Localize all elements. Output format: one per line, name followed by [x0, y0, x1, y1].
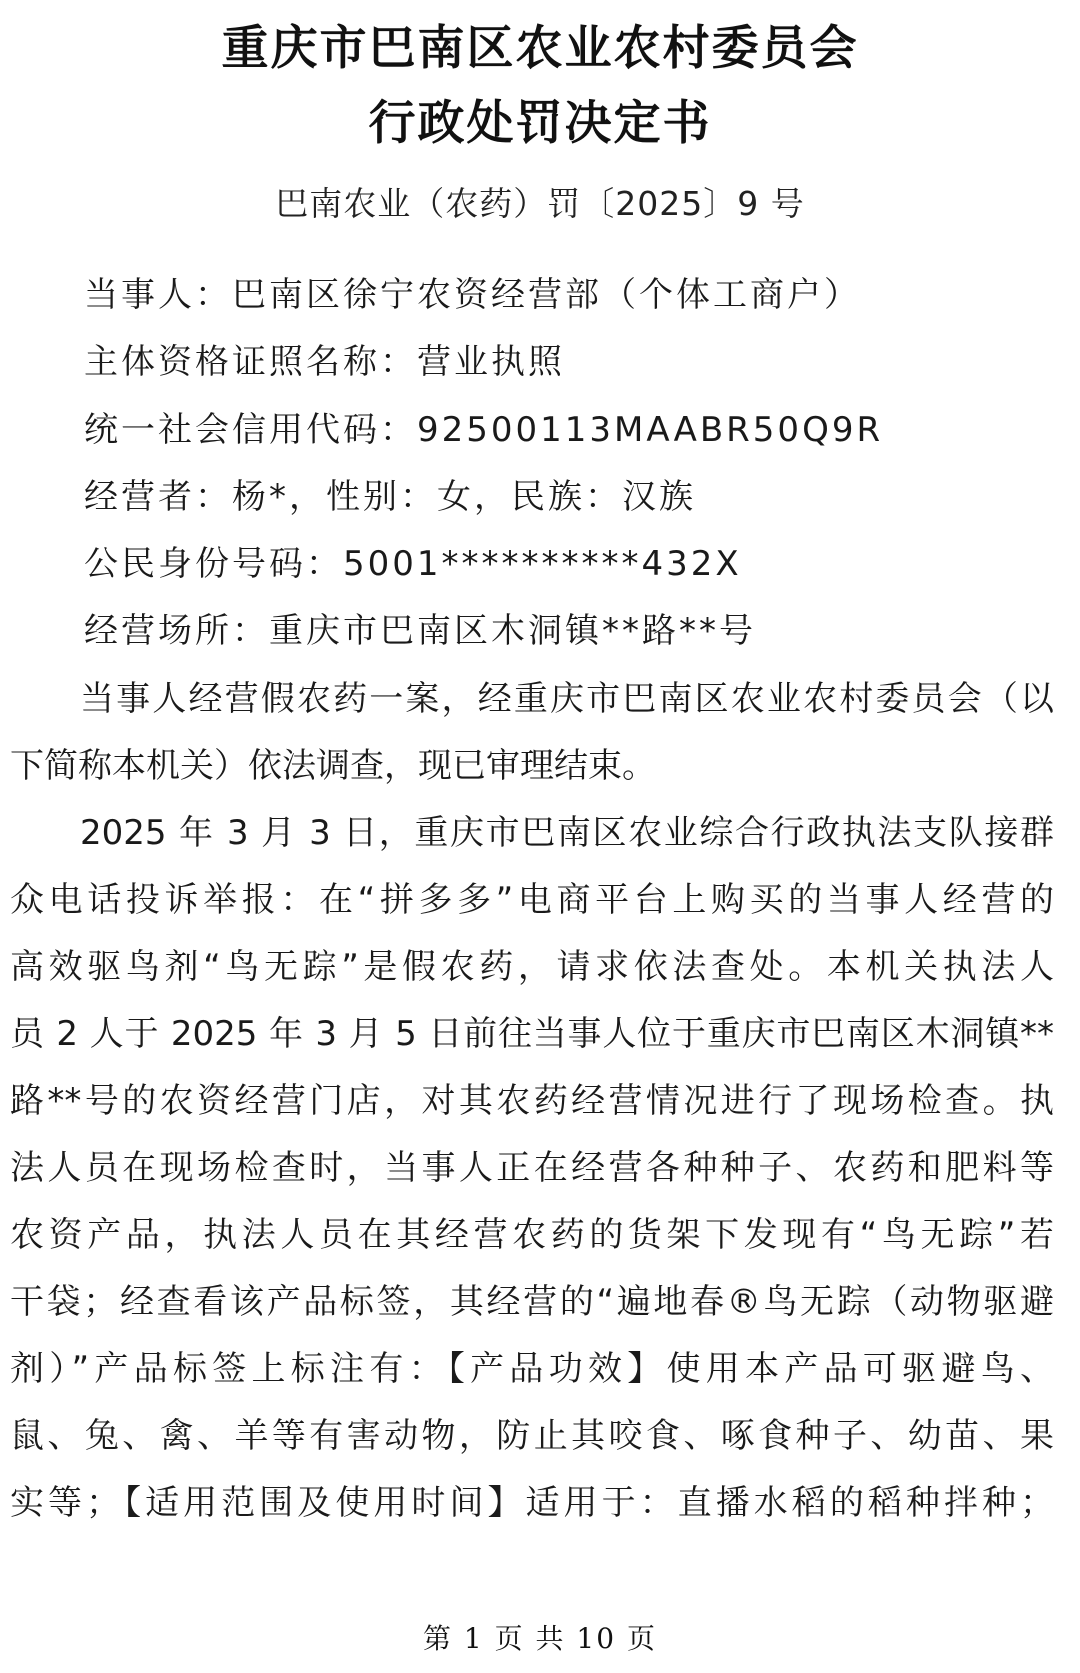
document-number: 巴南农业（农药）罚〔2025〕9 号	[275, 184, 805, 223]
body-line: 高效驱鸟剂“鸟无踪”是假农药，请求依法查处。本机关执法人	[10, 947, 1054, 987]
body-line: 实等；【适用范围及使用时间】适用于：直播水稻的稻种拌种；	[10, 1483, 1054, 1523]
body-line: 众电话投诉举报：在“拼多多”电商平台上购买的当事人经营的	[10, 880, 1054, 920]
body-line: 农资产品，执法人员在其经营农药的货架下发现有“鸟无踪”若	[10, 1215, 1054, 1255]
body-line: 干袋；经查看该产品标签，其经营的“遍地春®鸟无踪（动物驱避	[10, 1282, 1054, 1322]
page-number: 第 1 页 共 10 页	[423, 1622, 657, 1655]
license-name: 主体资格证照名称：营业执照	[84, 342, 565, 382]
body-line: 剂）”产品标签上标注有：【产品功效】使用本产品可驱避鸟、	[10, 1349, 1054, 1389]
party-name: 当事人：巴南区徐宁农资经营部（个体工商户）	[84, 275, 861, 315]
body-line: 2025 年 3 月 3 日，重庆市巴南区农业综合行政执法支队接群	[80, 813, 1054, 853]
body-line: 法人员在现场检查时，当事人正在经营各种种子、农药和肥料等	[10, 1148, 1054, 1188]
id-number: 公民身份号码：5001**********432X	[84, 544, 742, 584]
credit-code: 统一社会信用代码：92500113MAABR50Q9R	[84, 410, 884, 450]
body-line: 鼠、兔、禽、羊等有害动物，防止其咬食、啄食种子、幼苗、果	[10, 1416, 1054, 1456]
body-line: 当事人经营假农药一案，经重庆市巴南区农业农村委员会（以	[80, 679, 1054, 719]
body-line: 路**号的农资经营门店，对其农药经营情况进行了现场检查。执	[10, 1081, 1054, 1121]
document-title-line1: 重庆市巴南区农业农村委员会	[221, 21, 859, 76]
body-line: 员 2 人于 2025 年 3 月 5 日前往当事人位于重庆市巴南区木洞镇**	[10, 1014, 1054, 1054]
operator-info: 经营者：杨*，性别：女，民族：汉族	[84, 477, 696, 517]
body-line: 下简称本机关）依法调查，现已审理结束。	[10, 746, 656, 786]
business-address: 经营场所：重庆市巴南区木洞镇**路**号	[84, 611, 756, 651]
document-title-line2: 行政处罚决定书	[368, 96, 712, 151]
